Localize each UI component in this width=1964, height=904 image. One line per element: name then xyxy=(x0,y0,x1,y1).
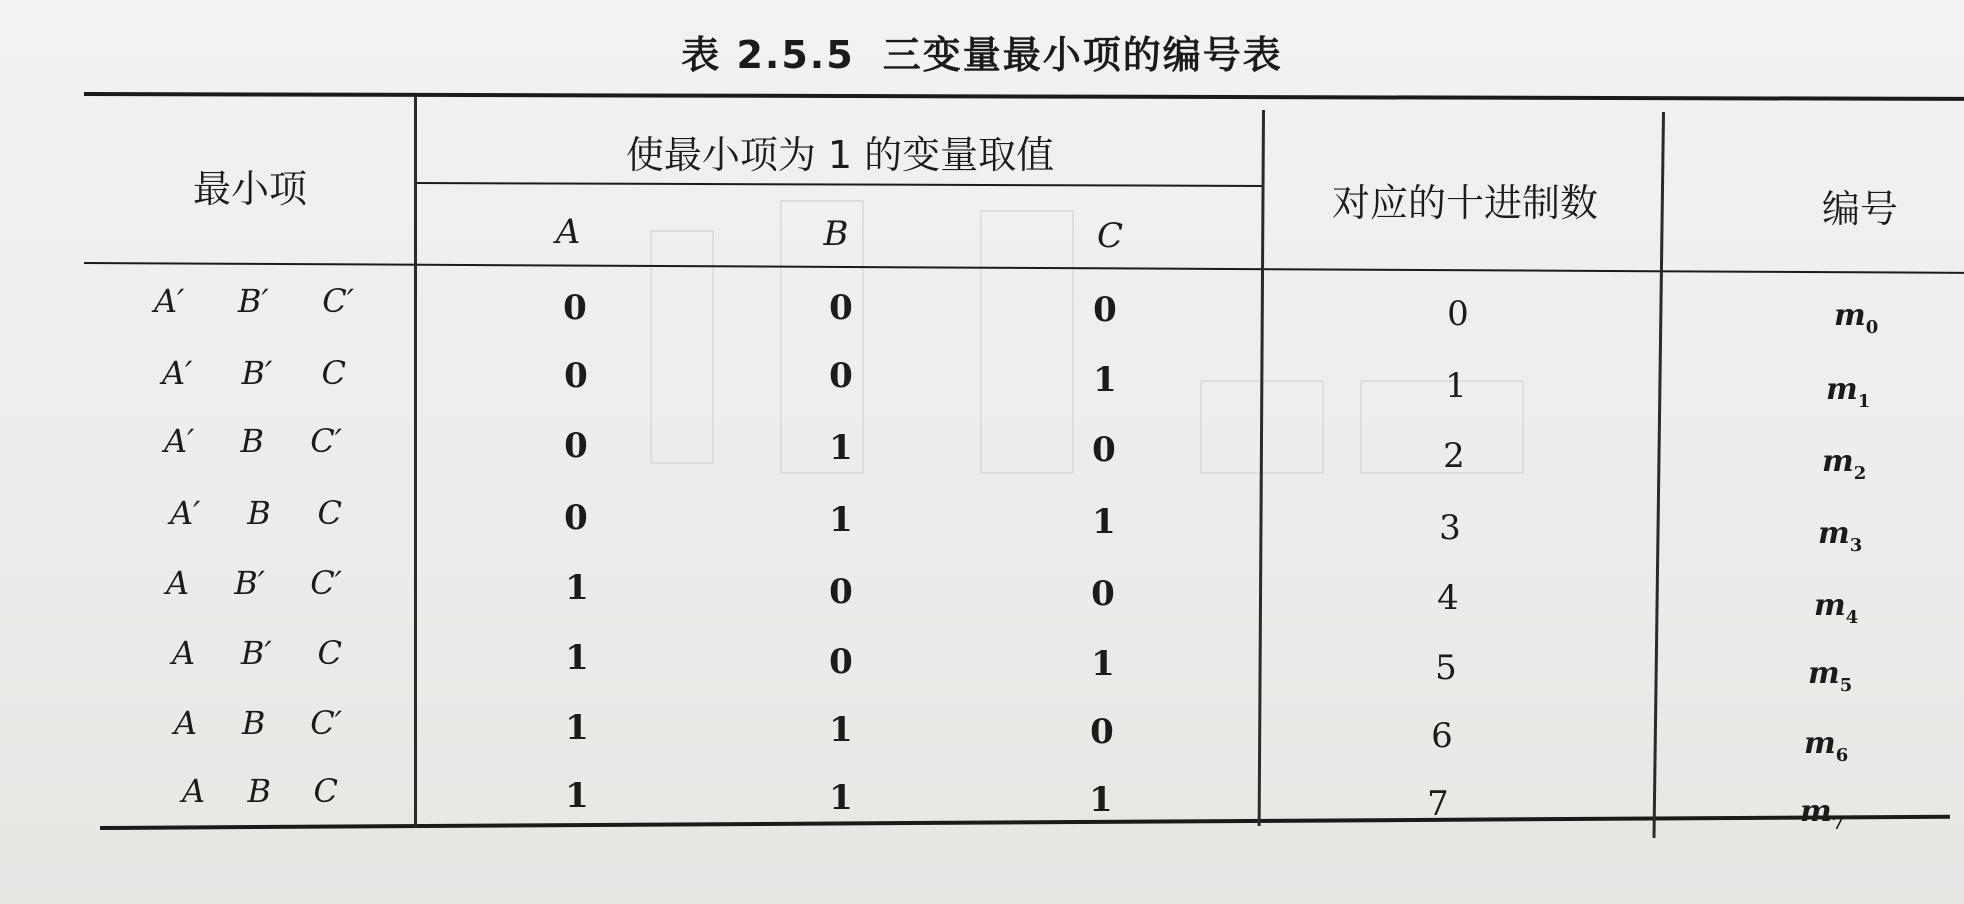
minterm-expression xyxy=(164,422,342,460)
minterm-literal: B′ xyxy=(241,354,273,392)
header-variable-values: 使最小项为 1 的变量取值 xyxy=(625,133,1055,177)
minterm-literal: C xyxy=(321,354,346,392)
value-a: 0 xyxy=(563,288,587,328)
minterm-literal: A′ xyxy=(170,494,201,532)
value-c: 1 xyxy=(1091,644,1115,684)
minterm-literal: A′ xyxy=(162,354,193,392)
minterm-literal: B xyxy=(247,772,272,810)
value-a: 1 xyxy=(565,638,589,678)
value-b: 0 xyxy=(829,288,853,328)
variable-header-c: C xyxy=(1096,216,1123,256)
value-b: 1 xyxy=(829,778,853,818)
minterm-code: $m_4$ xyxy=(1814,588,1859,628)
minterm-expression xyxy=(182,772,338,810)
decimal-value: 3 xyxy=(1439,508,1461,548)
decimal-value: 0 xyxy=(1447,294,1469,334)
minterm-literal: C′ xyxy=(322,282,354,320)
minterm-literal: A xyxy=(172,634,196,672)
value-c: 0 xyxy=(1092,430,1116,470)
minterm-expression xyxy=(154,282,354,320)
value-c: 0 xyxy=(1091,574,1115,614)
minterm-literal: C xyxy=(317,634,342,672)
minterm-expression xyxy=(174,704,342,742)
minterm-literal: C xyxy=(313,772,338,810)
value-a: 0 xyxy=(564,426,588,466)
minterm-literal: B′ xyxy=(240,634,272,672)
bleed-through-mark xyxy=(980,210,1074,474)
minterm-expression xyxy=(172,634,342,672)
header-code: 编号 xyxy=(1821,187,1898,231)
value-a: 1 xyxy=(565,776,589,816)
header-minterm: 最小项 xyxy=(192,167,307,211)
minterm-code: $m_1$ xyxy=(1826,372,1871,412)
minterm-literal: C′ xyxy=(310,564,342,602)
value-c: 0 xyxy=(1090,712,1114,752)
minterm-literal: C xyxy=(317,494,342,532)
minterm-literal: C′ xyxy=(310,422,342,460)
column-divider-minterm xyxy=(414,96,417,828)
minterm-literal: A xyxy=(174,704,198,742)
minterm-code: $m_6$ xyxy=(1804,726,1849,766)
minterm-literal: B xyxy=(241,704,266,742)
minterm-literal: B xyxy=(240,422,265,460)
value-b: 0 xyxy=(829,356,853,396)
value-b: 0 xyxy=(829,572,853,612)
decimal-value: 6 xyxy=(1431,716,1453,756)
table-title: 三变量最小项的编号表 xyxy=(882,33,1283,77)
minterm-code: $m_7$ xyxy=(1800,794,1845,834)
minterm-code: $m_2$ xyxy=(1822,444,1867,484)
value-b: 1 xyxy=(829,428,853,468)
minterm-expression xyxy=(166,564,342,602)
minterm-code: $m_0$ xyxy=(1834,298,1879,338)
variable-header-b: B xyxy=(823,214,849,254)
decimal-value: 1 xyxy=(1445,366,1467,406)
table-number: 表 2.5.5 xyxy=(681,33,855,77)
decimal-value: 4 xyxy=(1437,578,1459,618)
value-a: 0 xyxy=(564,356,588,396)
minterm-expression xyxy=(162,354,346,392)
value-c: 1 xyxy=(1092,502,1116,542)
value-b: 0 xyxy=(829,642,853,682)
minterm-code: $m_3$ xyxy=(1818,516,1863,556)
table-caption xyxy=(0,24,1964,79)
header-decimal: 对应的十进制数 xyxy=(1331,181,1598,225)
minterm-literal: B xyxy=(247,494,271,532)
value-c: 1 xyxy=(1089,780,1113,820)
variable-header-a: A xyxy=(555,212,581,252)
value-a: 1 xyxy=(565,568,589,608)
minterm-literal: A′ xyxy=(154,282,185,320)
decimal-value: 7 xyxy=(1427,784,1449,824)
value-c: 1 xyxy=(1093,360,1117,400)
value-a: 0 xyxy=(564,498,588,538)
value-c: 0 xyxy=(1093,290,1117,330)
minterm-literal: A xyxy=(166,564,190,602)
decimal-value: 2 xyxy=(1443,436,1465,476)
minterm-literal: A xyxy=(182,772,206,810)
minterm-literal: B′ xyxy=(237,282,269,320)
value-a: 1 xyxy=(565,708,589,748)
minterm-literal: C′ xyxy=(310,704,342,742)
value-b: 1 xyxy=(829,710,853,750)
minterm-literal: B′ xyxy=(234,564,266,602)
minterm-literal: A′ xyxy=(164,422,195,460)
value-b: 1 xyxy=(829,500,853,540)
minterm-expression xyxy=(170,494,342,532)
decimal-value: 5 xyxy=(1435,648,1457,688)
minterm-code: $m_5$ xyxy=(1808,656,1853,696)
